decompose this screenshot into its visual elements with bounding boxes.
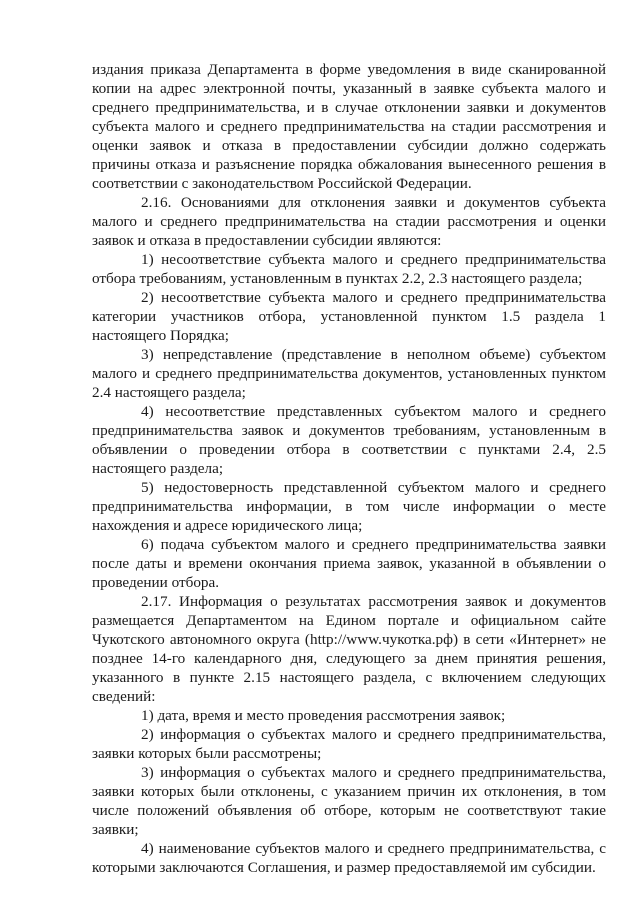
document-body: [92, 60, 606, 877]
list-item-2-16-3: 3) непредставление (представление в неполном объеме) субъектом малого и среднего предпринимательства документов, установленных пунктом 2.4 настоящего раздела;: [92, 346, 606, 401]
list-item-2-16-6: 6) подача субъектом малого и среднего предпринимательства заявки после даты и времени окончания приема заявок, указанной в объявлении о проведении отбора.: [92, 536, 606, 591]
list-item-2-17-2: 2) информация о субъектах малого и среднего предпринимательства, заявки которых были рассмотрены;: [92, 726, 606, 762]
paragraph-continuation: издания приказа Департамента в форме уведомления в виде сканированной копии на адрес электронной почты, указанный в заявке субъекта малого и среднего предпринимательства, и в случае отклонении заявки и документов субъекта малого и среднего предпринимательства на стадии рассмотрения и оценки заявок и отказа в предоставлении субсидии должно содержать причины отказа и разъяснение порядка обжалования вынесенного решения в соответствии с законодательством Российской Федерации.: [92, 61, 606, 192]
list-item-2-17-4: 4) наименование субъектов малого и среднего предпринимательства, с которыми заключаются Соглашения, и размер предоставляемой им субсидии.: [92, 840, 606, 876]
list-item-2-16-2: 2) несоответствие субъекта малого и среднего предпринимательства категории участников отбора, установленной пунктом 1.5 раздела 1 настоящего Порядка;: [92, 289, 606, 344]
list-item-2-16-5: 5) недостоверность представленной субъектом малого и среднего предпринимательства информации, в том числе информации о месте нахождения и адресе юридического лица;: [92, 479, 606, 534]
list-item-2-16-4: 4) несоответствие представленных субъектом малого и среднего предпринимательства заявок и документов требованиям, установленным в объявлении о проведении отбора в соответствии с пунктами 2.4, 2.5 настоящего раздела;: [92, 403, 606, 477]
paragraph-2-17: 2.17. Информация о результатах рассмотрения заявок и документов размещается Департаментом на Едином портале и официальном сайте Чукотского автономного округа (http://www.чукотка.рф) в сети «Интернет» не позднее 14-го календарного дня, следующего за днем принятия решения, указанного в пункте 2.15 настоящего раздела, с включением следующих сведений:: [92, 593, 606, 705]
list-item-2-16-1: 1) несоответствие субъекта малого и среднего предпринимательства отбора требованиям, установленным в пунктах 2.2, 2.3 настоящего раздела;: [92, 251, 606, 287]
list-item-2-17-3: 3) информация о субъектах малого и среднего предпринимательства, заявки которых были отклонены, с указанием причин их отклонения, в том числе положений объявления об отборе, которым не соответствуют такие заявки;: [92, 764, 606, 838]
list-item-2-17-1: 1) дата, время и место проведения рассмотрения заявок;: [141, 707, 506, 724]
paragraph-2-16: 2.16. Основаниями для отклонения заявки и документов субъекта малого и среднего предпринимательства на стадии рассмотрения и оценки заявок и отказа в предоставлении субсидии являются:: [92, 194, 606, 249]
